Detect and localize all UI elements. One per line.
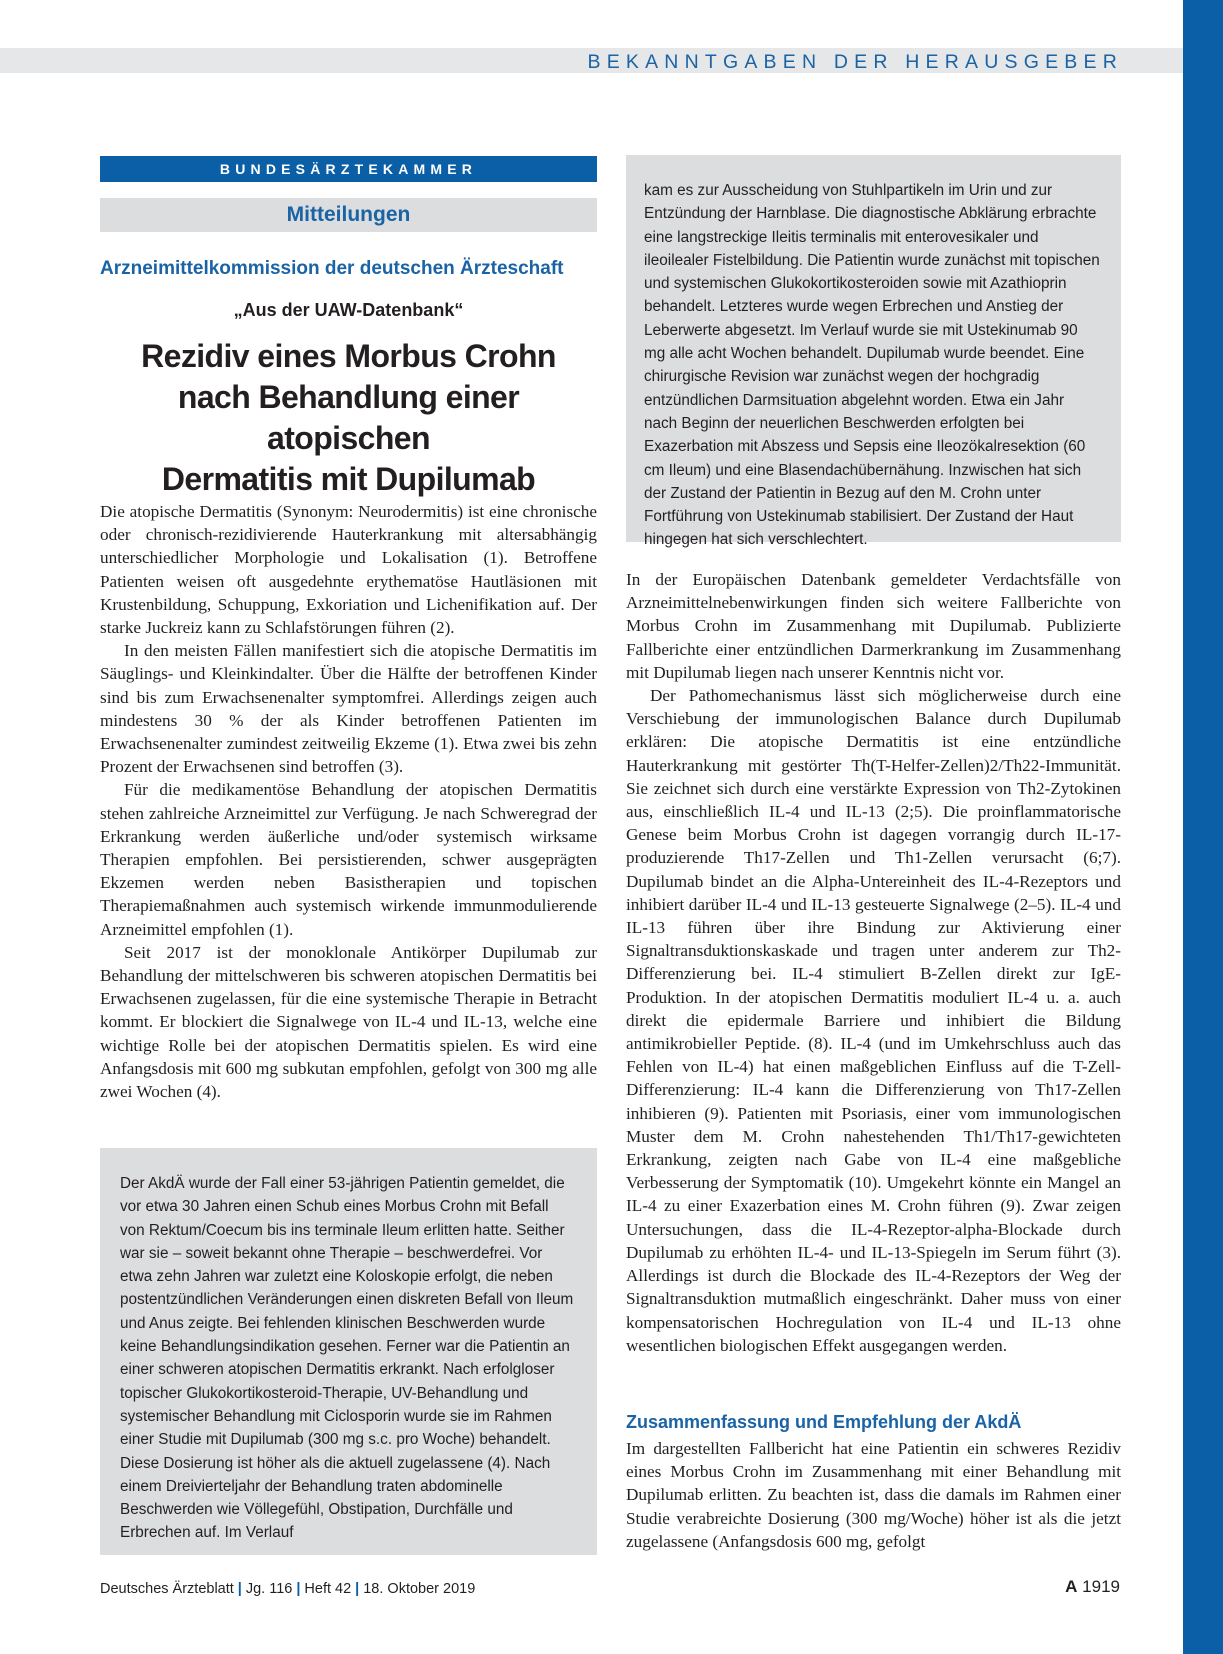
paragraph: Seit 2017 ist der monoklonale Antikörper Dupilumab zur Behandlung der mittelschweren bis schweren atopischen Dermatitis bei Erwachsenen zugelassen, für die eine systemische Therapie in Betracht kommt. Er blockiert die Signalwege von IL-4 und IL-13, welche eine wichtige Rolle bei der atopischen Dermatitis spielen. Es wird eine Anfangsdosis mit 600 mg subkutan empfohlen, gefolgt von 300 mg alle zwei Wochen (4).	[100, 942, 597, 1102]
left-column-text	[100, 500, 597, 1103]
summary-text	[626, 1437, 1121, 1553]
case-report-text: Der AkdÄ wurde der Fall einer 53-jährigen Patientin gemeldet, die vor etwa 30 Jahren einen Schub eines Morbus Crohn mit Befall von Rektum/Coecum bis ins terminale Ileum erlitten hatte. Seither war sie – soweit bekannt ohne Therapie – beschwerdefrei. Vor etwa zehn Jahren war zuletzt eine Koloskopie erfolgt, die neben postentzündlichen Veränderungen einen diskreten Befall von Ileum und Anus zeigte. Bei fehlenden klinischen Beschwerden wurde keine Behandlungsindikation gesehen. Ferner war die Patientin an einer schweren atopischen Dermatitis erkrankt. Nach erfolgloser topischer Glukokortikosteroid-Therapie, UV-Behandlung und systemischer Behandlung mit Ciclosporin wurde sie im Rahmen einer Studie mit Dupilumab (300 mg s.c. pro Woche) behandelt. Diese Dosierung ist höher als die aktuell zugelassene (4). Nach einem Dreivierteljahr der Behandlung traten abdominelle Beschwerden wie Völlegefühl, Obstipation, Durchfälle und Erbrechen auf. Im Verlauf	[120, 1175, 574, 1542]
separator: |	[237, 1581, 242, 1597]
rubric-heading: „Aus der UAW-Datenbank“	[233, 300, 464, 320]
title-line: nach Behandlung einer atopischen	[177, 379, 520, 456]
footer-citation	[100, 1578, 475, 1600]
paragraph: Für die medikamentöse Behandlung der atopischen Dermatitis stehen zahlreiche Arzneimittel zur Verfügung. Je nach Schweregrad der Erkrankung werden äußerliche und/oder systemisch wirksame Therapien empfohlen. Bei persistierenden, schwer ausgeprägten Ekzemen werden neben Basistherapien und topischen Therapiemaßnahmen auch systemisch wirkende immunmodulierende Arzneimittel empfohlen (1).	[100, 780, 597, 939]
subsection-label: Mitteilungen	[100, 198, 597, 232]
right-column-text	[626, 568, 1121, 1357]
paragraph: Im dargestellten Fallbericht hat eine Patientin ein schweres Rezidiv eines Morbus Crohn im Zusammenhang mit einer Behandlung mit Dupilumab erlitten. Zu beachten ist, dass die damals im Rahmen einer Studie verabreichte Dosierung (300 mg/Woche) höher ist als die jetzt zugelassene (Anfangsdosis 600 mg, gefolgt	[626, 1439, 1121, 1551]
title-line: Rezidiv eines Morbus Crohn	[141, 338, 556, 374]
page-number	[1065, 1575, 1120, 1599]
organization-heading: Arzneimittelkommission der deutschen Ärzteschaft	[100, 258, 564, 279]
separator: |	[296, 1581, 301, 1597]
issue-date: 18. Oktober 2019	[363, 1581, 476, 1597]
paragraph: Der Pathomechanismus lässt sich möglicherweise durch eine Verschiebung der immunologischen Balance durch Dupilumab erklären: Die atopische Dermatitis ist eine entzündliche Hauterkrankung mit gestörter Th(T-Helfer-Zellen)2/Th22-Immunität. Sie zeichnet sich durch eine verstärkte Expression von Th2-Zytokinen aus, einschließlich IL-4 und IL-13 (2;5). Die proinflammatorische Genese beim Morbus Crohn ist dagegen vorrangig durch IL-17-produzierende Th17-Zellen und Th1-Zellen verursacht (6;7). Dupilumab bindet an die Alpha-Untereinheit des IL-4-Rezeptors und inhibiert darüber IL-4 und IL-13 gesteuerte Signalwege (2–5). IL-4 und IL-13 führen über ihre Bindung zur Aktivierung einer Signaltransduktionskaskade und tragen unter anderem zur Th2-Differenzierung bei. IL-4 stimuliert B-Zellen direkt zur IgE-Produktion. In der atopischen Dermatitis moduliert IL-4 u. a. auch direkt die epidermale Barriere und inhibiert die Bildung antimikrobieller Peptide. (8). IL-4 (und im Umkehrschluss auch das Fehlen von IL-4) hat einen maßgeblichen Einfluss auf die T-Zell-Differenzierung: IL-4 kann die Differenzierung von Th17-Zellen inhibieren (9). Patienten mit Psoriasis, einer vom immunologischen Muster dem M. Crohn nahestehenden Th1/Th17-gewichteten Erkrankung, zeigten nach Gabe von IL-4 eine maßgebliche Verbesserung der Symptomatik (10). Umgekehrt könnte ein Mangel an IL-4 zu einer Exazerbation eines M. Crohn führen (9). Zwar zeigen Untersuchungen, dass die IL-4-Rezeptor-alpha-Blockade durch Dupilumab zu erhöhten IL-4- und IL-13-Spiegeln im Serum führt (3). Allerdings ist durch die Blockade des IL-4-Rezeptors der Weg der Signaltransduktion mutmaßlich eingeschränkt. Daher muss von einer kompensatorischen Hochregulation von IL-4 und IL-13 ohne wesentlichen biologischen Effekt ausgegangen werden.	[626, 686, 1121, 1355]
page-prefix: A	[1065, 1577, 1078, 1596]
article-title	[100, 336, 597, 500]
page-edge-strip	[1183, 0, 1223, 1654]
separator: |	[355, 1581, 360, 1597]
case-report-box	[100, 1148, 597, 1555]
volume: Jg. 116	[245, 1581, 293, 1597]
section-label: BUNDESÄRZTEKAMMER	[100, 156, 597, 182]
summary-heading: Zusammenfassung und Empfehlung der AkdÄ	[626, 1412, 1022, 1432]
running-head: BEKANNTGABEN DER HERAUSGEBER	[587, 51, 1123, 73]
page-number-value: 1919	[1082, 1577, 1120, 1596]
issue: Heft 42	[304, 1581, 352, 1597]
title-line: Dermatitis mit Dupilumab	[161, 461, 536, 497]
paragraph: Die atopische Dermatitis (Synonym: Neurodermitis) ist eine chronische oder chronisch-rezidivierende Hauterkrankung mit altersabhängig unterschiedlicher Morphologie und Lokalisation (1). Betroffene Patienten weisen oft ausgedehnte erythematöse Hautläsionen mit Krustenbildung, Schuppung, Exkoriation und Lichenifikation auf. Der starke Juckreiz kann zu Schlafstörungen führen (2).	[100, 502, 597, 638]
journal-name: Deutsches Ärzteblatt	[100, 1581, 234, 1597]
case-report-box-continued	[626, 155, 1121, 549]
paragraph: In den meisten Fällen manifestiert sich die atopische Dermatitis im Säuglings- und Kleinkindalter. Über die Hälfte der betroffenen Kinder sind bis zum Erwachsenenalter symptomfrei. Allerdings zeigen auch mindestens 30 % der als Kinder betroffenen Patienten im Erwachsenenalter zumindest zeitweilig Ekzeme (1). Etwa zwei bis zehn Prozent der Erwachsenen sind betroffen (3).	[100, 641, 597, 777]
paragraph: In der Europäischen Datenbank gemeldeter Verdachtsfälle von Arzneimittelnebenwirkungen finden sich weitere Fallberichte von Morbus Crohn im Zusammenhang mit Dupilumab. Publizierte Fallberichte einer entzündlichen Darmerkrankung im Zusammenhang mit Dupilumab liegen nach unserer Kenntnis nicht vor.	[626, 570, 1121, 682]
case-report-text: kam es zur Ausscheidung von Stuhlpartikeln im Urin und zur Entzündung der Harnblase. Die diagnostische Abklärung erbrachte eine langstreckige Ileitis terminalis mit enterovesikaler und ileoilealer Fistelbildung. Die Patientin wurde zunächst mit topischen und systemischen Glukokortikosteroiden sowie mit Azathioprin behandelt. Letzteres wurde wegen Erbrechen und Anstieg der Leberwerte abgesetzt. Im Verlauf wurde sie mit Ustekinumab 90 mg alle acht Wochen behandelt. Dupilumab wurde beendet. Eine chirurgische Revision war zunächst wegen der hochgradig entzündlichen Darmsituation abgelehnt worden. Etwa ein Jahr nach Beginn der neuerlichen Beschwerden erfolgten bei Exazerbation mit Abszess und Sepsis eine Ileozökalresektion (60 cm Ileum) und eine Blasendachübernähung. Inzwischen hat sich der Zustand der Patientin in Bezug auf den M. Crohn unter Fortführung von Ustekinumab stabilisiert. Der Zustand der Haut hingegen hat sich verschlechtert.	[644, 182, 1100, 549]
